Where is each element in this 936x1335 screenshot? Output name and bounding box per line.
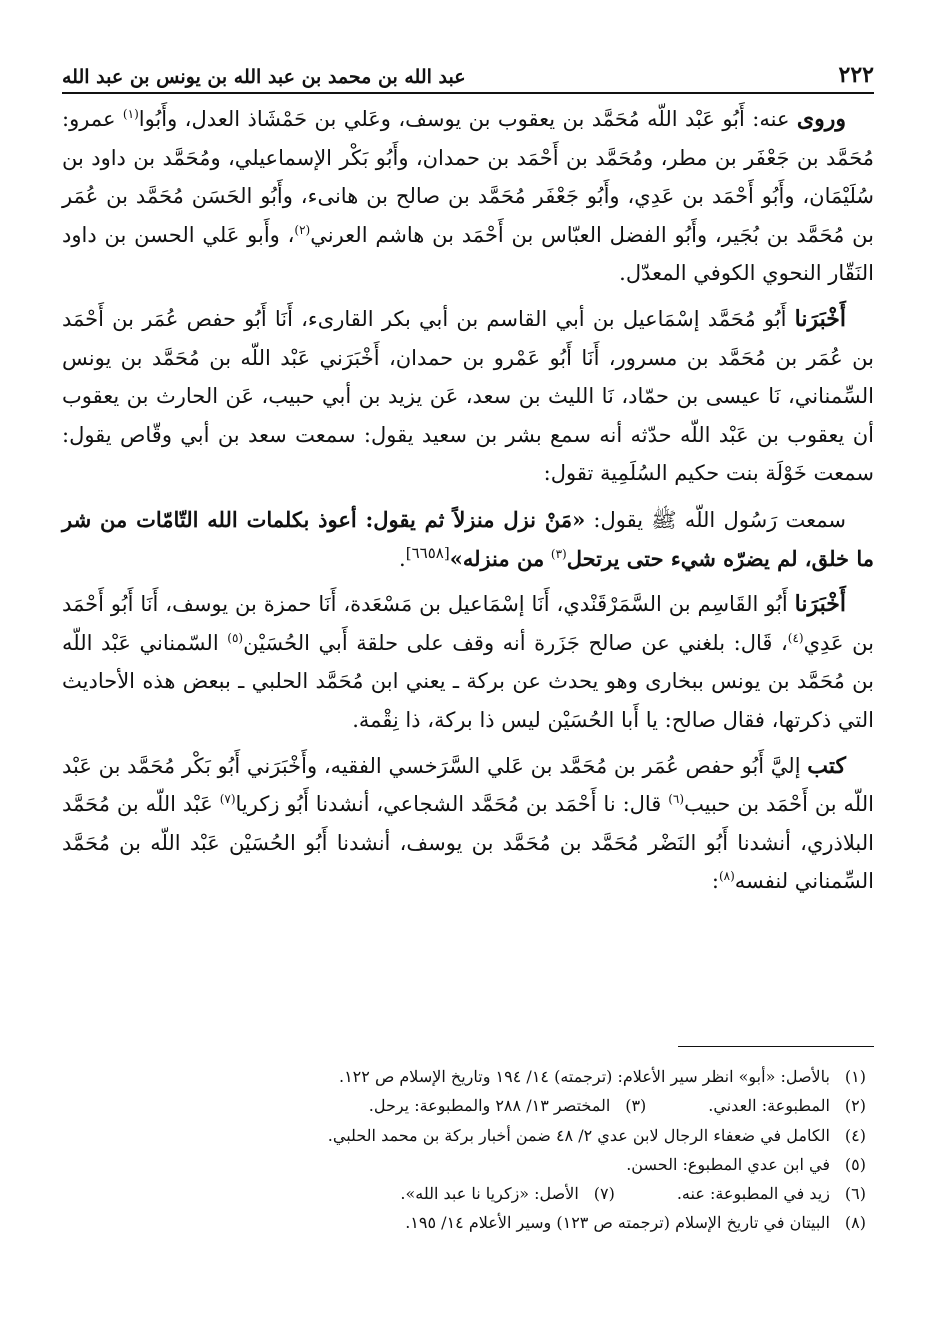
footnote-marker: (٦) [668,792,685,807]
paragraph-report [62,585,874,739]
paragraph-text: سمعت رَسُول اللّه ﷺ يقول: [593,507,846,532]
running-title: عبد الله بن محمد بن عبد الله بن يونس بن عبد الله [62,66,466,88]
footnote-number: (٨) [844,1213,866,1233]
paragraph-text: أَبُو القَاسِم بن السَّمَرْقَنْدي، أَنَا إسْمَاعيل بن مَسْعَدة، أَنَا حمزة بن يوسف، أَنَا أَبُو أَحْمَد بن عَدِي [62,592,874,655]
footnote-marker: (٤) [787,630,804,645]
footnote-text: الأصل: «زكريا نا عبد الله». [400,1184,579,1204]
footnote-8 [62,1208,874,1237]
running-head [62,44,874,94]
paragraph-text: ، وأَبو عَلي الحسن بن داود النَقّار النحوي الكوفي المعدّل. [62,222,874,286]
hadith-number: [٦٦٥٨] [405,543,450,562]
footnote-4 [62,1121,874,1150]
paragraph-narrators [62,100,874,293]
paragraph-text: عنه: أَبُو عَبْد اللّه مُحَمَّد بن يعقوب بن يوسف، وعَلي بن حَمْشَاذ العدل، وأَبُوا [138,107,790,131]
paragraph-text: ، قَال: بلغني عن صالح جَزَرة أنه وقف على حلقة أَبي الحُسَيْن [243,630,788,655]
footnote-number: (٧) [593,1184,615,1204]
paragraph-text: عَبْد اللّه بن مُحَمَّد البلاذري، أنشدنا أَبُو النَضْر مُحَمَّد بن مُحَمَّد بن يوسف، أنشدنا أَبُو الحُسَيْن عَبْد اللّه بن مُحَمَّد السِّمناني لنفسه [62,792,874,894]
paragraph-text: قال: نا أَحْمَد بن مُحَمَّد الشجاعي، أنشدنا أَبُو زكريا [235,792,662,817]
paragraph-text: . [399,546,406,571]
footnote-marker: (٥) [227,630,244,645]
footnote-row [62,1179,874,1208]
footnote-text: بالأصل: «أبو» انظر سير الأعلام: (ترجمته) ١٤/ ١٩٤ وتاريخ الإسلام ص ١٢٢. [338,1067,830,1086]
footnote-marker: (٣) [550,546,567,561]
footnote-text: الكامل في ضعفاء الرجال لابن عدي ٢/ ٤٨ ضمن أخبار بركة بن محمد الحلبي. [327,1125,830,1145]
footnote-text: المطبوعة: العدني. [708,1096,830,1116]
page-number: ٢٢٢ [838,62,874,88]
footnote-marker: (٨) [718,869,735,884]
footnote-text: في ابن عدي المطبوع: الحسن. [626,1154,830,1174]
footnote-number: (٢) [844,1096,866,1116]
footnote-number: (٣) [625,1096,647,1116]
footnote-3 [369,1091,655,1120]
paragraph-lead-word: أَخْبَرَنا [794,591,846,618]
paragraph-hadith [62,501,874,578]
paragraph-lead-word: وروى [796,106,846,132]
footnote-number: (١) [844,1067,866,1086]
paragraph-lead-word: كتب [807,752,846,779]
footnote-6 [677,1179,874,1208]
footnote-1 [62,1062,874,1091]
paragraph-text: : [711,869,719,894]
footnote-text: زيد في المطبوعة: عنه. [676,1184,830,1204]
paragraph-lead-word: أَخْبَرَنا [794,305,846,332]
footnote-marker: (٧) [219,792,236,807]
footnote-marker: (١) [122,107,139,121]
footnote-number: (٦) [844,1184,866,1204]
hadith-text: «مَنْ نزل منزلاً ثم يقول: أعوذ بكلمات الله التّامّات من شر ما خلق، لم يضرّه شيء حتى يرتحل [62,506,874,571]
footnote-marker: (٢) [294,222,311,237]
footnote-row [62,1091,874,1120]
paragraph-text: عمرو: مُحَمَّد بن جَعْفَر بن مطر، ومُحَمَّد بن أَحْمَد بن حمدان، وأَبُو بَكْر الإسماعيلي، ومُحَمَّد بن داود بن سُلَيْمَان، وأَبُو أَحْمَد بن عَدِي، وأَبُو جَعْفَر مُحَمَّد بن صالح بن هانىء، وأَبُو الحَسَن مُحَمَّد بن عُمَر بن مُحَمَّد بن بُجَير، وأَبُو الفضل العبّاس بن أَحْمَد بن هاشم العرني [62,107,874,247]
paragraph-isnad [62,300,874,493]
footnote-5 [62,1150,874,1179]
paragraph-poem-chain [62,747,874,901]
paragraph-text: السّمناني عَبْد اللّه بن مُحَمَّد بن يونس ببخارى وهو يحدث عن بركة ـ يعني ابن مُحَمَّد الحلبي ـ ببعض هذه الأحاديث التي ذكرتها، فقال صالح: يا أَبا الحُسَيْن ليس ذا بركة، ذا نِقْمة. [62,630,874,732]
hadith-text: من منزله» [449,545,545,571]
footnote-text: البيتان في تاريخ الإسلام (ترجمته ص ١٢٣) وسير الأعلام ١٤/ ١٩٥. [405,1213,830,1233]
paragraph-text: إليَّ أَبُو حفص عُمَر بن مُحَمَّد بن عَلي السَّرَخسي الفقيه، وأَخْبَرَني أَبُو بَكْر مُحَمَّد بن عَبْد اللّه بن أَحْمَد بن حبيب [62,753,874,817]
footnote-number: (٤) [844,1125,866,1145]
paragraph-text: أَبُو مُحَمَّد إسْمَاعيل بن أبي القاسم بن أبي بكر القارىء، أَنَا أَبُو حفص عُمَر بن أَحْمَد بن عُمَر بن مُحَمَّد بن مسرور، أَنَا أَبُو عَمْرو بن حمدان، أَخْبَرَني عَبْد اللّه بن مُحَمَّد بن يونس السِّمناني، نَا عيسى بن حمّاد، نَا الليث بن سعد، عَن يزيد بن أبي حبيب، عَن الحارث بن يعقوب أن يعقوب بن عَبْد اللّه حدّثه أنه سمع بشر بن سعيد يقول: سمعت سعد بن أبي وقّاص يقول: سمعت خَوْلَة بنت حكيم السُلَمِية تقول: [62,306,874,486]
footnote-number: (٥) [844,1154,866,1174]
footnote-2 [708,1091,874,1120]
footnote-text: المختصر ١٣/ ٢٨٨ والمطبوعة: يرحل. [368,1096,611,1116]
footnote-separator [678,1046,874,1047]
footnotes [62,1062,874,1238]
main-text [62,100,874,908]
footnote-7 [400,1179,622,1208]
